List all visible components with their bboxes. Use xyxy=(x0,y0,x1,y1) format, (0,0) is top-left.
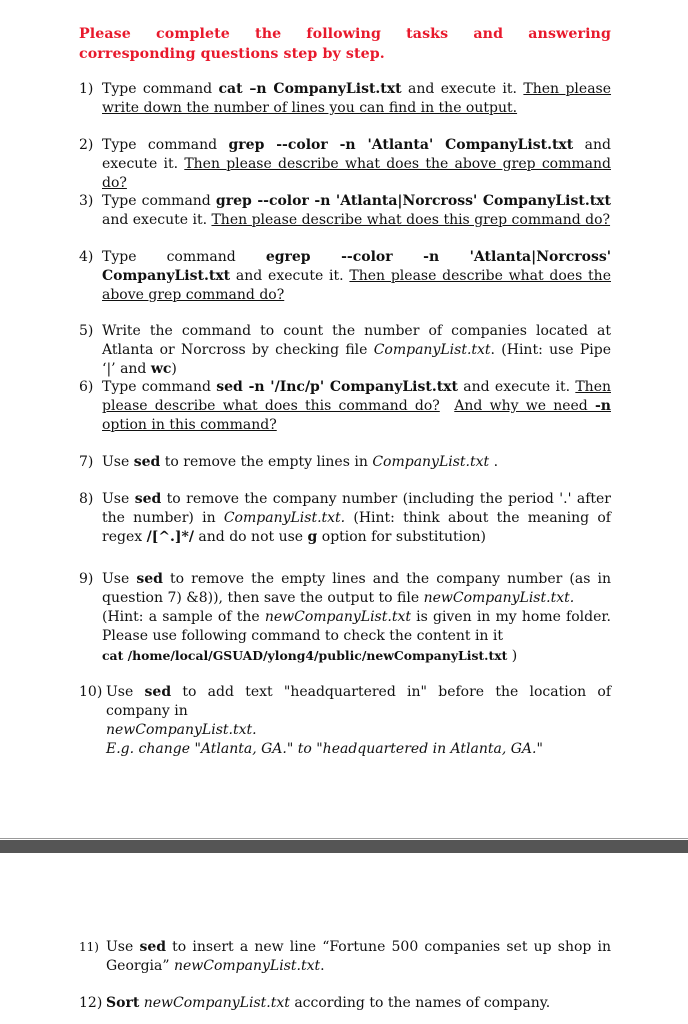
question-number: 11) xyxy=(79,940,99,954)
file-name: newCompanyList.txt xyxy=(173,958,321,974)
question-10: 10) Use sed to add text "headquartered in" before the location of company in newCompanyList.txt. E.g. change "Atlanta, GA." to "headquartered in Atlanta, GA." xyxy=(79,684,612,757)
question-number: 1) xyxy=(79,81,94,97)
question-6: 6) Type command sed -n '/Inc/p' CompanyList.txt and execute it. Then please describe what does this command do? And why we need -n option in this command? xyxy=(79,379,611,433)
question-12: 12) Sort newCompanyList.txt according to the names of company. xyxy=(79,995,551,1011)
command-text: sed -n '/Inc/p' CompanyList.txt xyxy=(216,379,458,395)
question-number: 12) xyxy=(79,995,103,1011)
question-11: 11) Use sed to insert a new line “Fortune 500 companies set up shop in Georgia” newCompanyList.txt. xyxy=(79,939,612,974)
question-number: 7) xyxy=(79,454,94,470)
question-number: 10) xyxy=(79,684,103,700)
question-5: 5) Write the command to count the number of companies located at Atlanta or Norcross by checking file CompanyList.txt. (Hint: use Pipe ‘|’ and wc) xyxy=(79,323,611,377)
question-prompt: Then please describe what does this command do? xyxy=(102,379,611,414)
file-name: newCompanyList.txt. xyxy=(106,722,257,738)
question-prompt: Then please write down the number of lines you can find in the output. xyxy=(102,81,612,116)
question-number: 8) xyxy=(79,491,94,507)
file-name: CompanyList.txt xyxy=(372,454,490,470)
question-number: 2) xyxy=(79,137,94,153)
file-name: CompanyList.txt xyxy=(373,342,491,358)
question-number: 6) xyxy=(79,379,94,395)
question-8: 8) Use sed to remove the company number (including the period '.' after the number) in CompanyList.txt. (Hint: think about the meaning of regex /[^.]*/ and do not use g option for substitution) xyxy=(79,491,611,545)
page-divider-line xyxy=(0,838,688,839)
question-prompt: Then please describe what does this grep command do? xyxy=(211,212,611,228)
command-text: cat –n CompanyList.txt xyxy=(218,81,402,97)
question-4: 4) Type command egrep --color -n 'Atlanta|Norcross' CompanyList.txt and execute it. Then please describe what does the above grep command do? xyxy=(79,249,612,303)
question-2: 2) Type command grep --color -n 'Atlanta' CompanyList.txt and execute it. Then please describe what does the above grep command do? xyxy=(79,137,611,191)
example-text: E.g. change "Atlanta, GA." to "headquartered in Atlanta, GA." xyxy=(106,741,543,757)
file-name: newCompanyList.txt. xyxy=(423,590,575,606)
question-9: 9) Use sed to remove the empty lines and the company number (as in question 7) &8)), then save the output to file newCompanyList.txt. (Hint: a sample of the newCompanyList.txt is given in my home folder. Please use following command to check the content in it cat /home/local/GSUAD/ylong4/public/newCompanyList.txt ) xyxy=(79,571,612,664)
question-3: 3) Type command grep --color -n 'Atlanta|Norcross' CompanyList.txt and execute it. Then please describe what does this grep command do? xyxy=(79,193,611,228)
question-number: 3) xyxy=(79,193,94,209)
file-name: newCompanyList.txt xyxy=(143,995,290,1011)
command-text: grep --color -n 'Atlanta' CompanyList.txt xyxy=(228,137,574,153)
question-prompt: Then please describe what does the above grep command do? xyxy=(102,156,611,191)
question-number: 4) xyxy=(79,249,94,265)
file-name: CompanyList.txt. xyxy=(223,510,346,526)
question-prompt-option: And why we need -n option in this command? xyxy=(102,398,611,433)
question-7: 7) Use sed to remove the empty lines in CompanyList.txt . xyxy=(79,454,499,470)
question-prompt: Then please describe what does the above grep command do? xyxy=(102,268,611,303)
instructions-heading: Please complete the following tasks and answering corresponding questions step by step. xyxy=(79,26,611,62)
command-text: cat /home/local/GSUAD/ylong4/public/newCompanyList.txt xyxy=(102,648,508,663)
regex-text: /[^.]*/ xyxy=(146,529,194,545)
command-text: egrep --color -n 'Atlanta|Norcross' CompanyList.txt xyxy=(102,249,612,284)
question-number: 9) xyxy=(79,571,94,587)
page-divider xyxy=(0,840,688,853)
question-1: 1) Type command cat –n CompanyList.txt and execute it. Then please write down the number of lines you can find in the output. xyxy=(79,81,612,116)
question-number: 5) xyxy=(79,323,94,339)
command-text: grep --color -n 'Atlanta|Norcross' CompanyList.txt xyxy=(215,193,611,209)
